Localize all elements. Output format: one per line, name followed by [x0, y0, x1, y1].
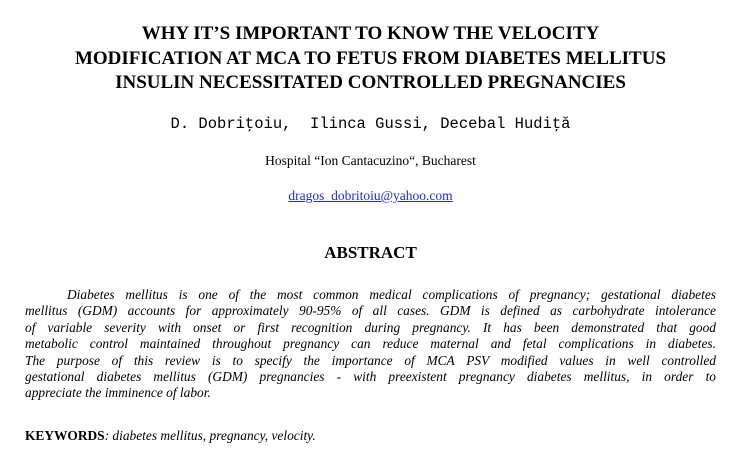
abstract-line: Diabetes mellitus is one of the most common medical complications of pregnancy; gestational diabetes [67, 287, 716, 302]
title-line: WHY IT’S IMPORTANT TO KNOW THE VELOCITY [141, 23, 600, 44]
title-line: INSULIN NECESSITATED CONTROLLED PREGNANCIES [115, 72, 626, 93]
abstract-line: of variable severity with onset or first recognition during pregnancy. It has been demonstrated that good [25, 319, 716, 335]
abstract-line: mellitus (GDM) accounts for approximately 90-95% of all cases. GDM is defined as carbohydrate intolerance [25, 303, 716, 319]
keywords [25, 428, 716, 444]
keywords-label: KEYWORDS [25, 428, 105, 443]
abstract-heading: ABSTRACT [324, 243, 417, 262]
abstract-line: gestational diabetes mellitus (GDM) pregnancies - with preexistent pregnancy diabetes mellitus, in order to [25, 369, 716, 385]
title-line: MODIFICATION AT MCA TO FETUS FROM DIABETES MELLITUS [74, 47, 667, 69]
keywords-text: : diabetes mellitus, pregnancy, velocity. [104, 428, 316, 443]
abstract-line: metabolic control maintained throughout pregnancy can reduce maternal and fetal complications in diabetes. [25, 336, 716, 352]
abstract-line: appreciate the imminence of labor. [25, 385, 211, 401]
affiliation: Hospital “Ion Cantacuzino“, Bucharest [265, 153, 476, 168]
email-line [0, 188, 741, 204]
email-link[interactable]: dragos_dobritoiu@yahoo.com [288, 188, 453, 203]
abstract-body [25, 287, 716, 402]
paper-title [20, 22, 721, 96]
author-list: D. Dobriţoiu, Ilinca Gussi, Decebal Hudiţă [170, 115, 571, 133]
abstract-line: The purpose of this review is to specify the importance of MCA PSV modified values in well controlled [25, 352, 716, 368]
